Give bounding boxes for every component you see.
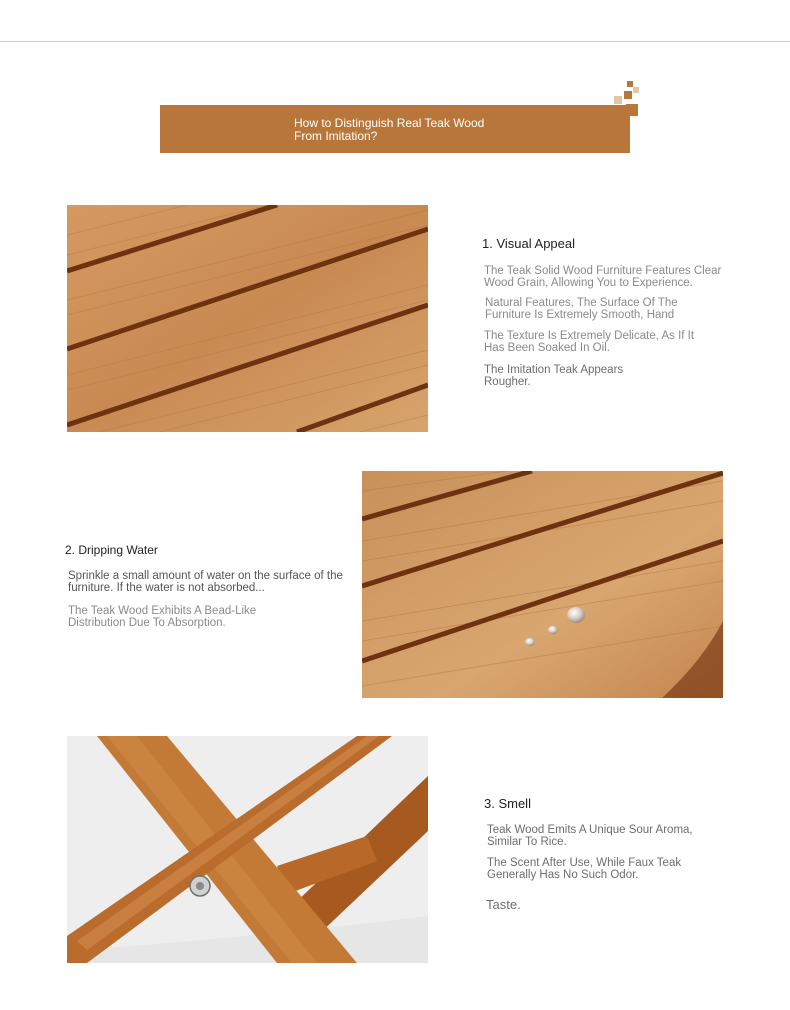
section-heading-visual-appeal: 1. Visual Appeal	[482, 236, 575, 251]
section-paragraph: Sprinkle a small amount of water on the surface of the furniture. If the water is not absorbed...	[68, 570, 343, 594]
section-paragraph: The Texture Is Extremely Delicate, As If It Has Been Soaked In Oil.	[484, 330, 695, 354]
pixel-decoration	[624, 91, 632, 99]
pixel-decoration	[614, 96, 622, 104]
title-banner	[160, 105, 630, 153]
banner-title	[294, 117, 534, 143]
section-paragraph: The Teak Wood Exhibits A Bead-Like Distribution Due To Absorption.	[68, 605, 257, 629]
water-droplets-photo	[362, 471, 723, 698]
section-paragraph: Taste.	[486, 897, 521, 912]
section-paragraph: The Scent After Use, While Faux Teak Generally Has No Such Odor.	[487, 857, 682, 881]
pixel-decoration	[633, 87, 639, 93]
section-paragraph: Natural Features, The Surface Of The Furniture Is Extremely Smooth, Hand	[485, 297, 678, 321]
banner-title-line-2: From Imitation?	[294, 129, 378, 143]
top-divider	[0, 41, 790, 42]
section-heading-dripping-water: 2. Dripping Water	[65, 543, 158, 557]
teak-folding-legs-photo	[67, 736, 428, 963]
section-paragraph: The Teak Solid Wood Furniture Features Clear Wood Grain, Allowing You to Experience.	[484, 265, 722, 289]
pixel-decoration	[626, 104, 638, 116]
section-paragraph: The Imitation Teak Appears Rougher.	[484, 364, 624, 388]
banner-title-line-1: How to Distinguish Real Teak Wood	[294, 116, 485, 130]
section-paragraph: Teak Wood Emits A Unique Sour Aroma, Similar To Rice.	[487, 824, 693, 848]
teak-surface-photo	[67, 205, 428, 432]
section-heading-smell: 3. Smell	[484, 796, 531, 811]
